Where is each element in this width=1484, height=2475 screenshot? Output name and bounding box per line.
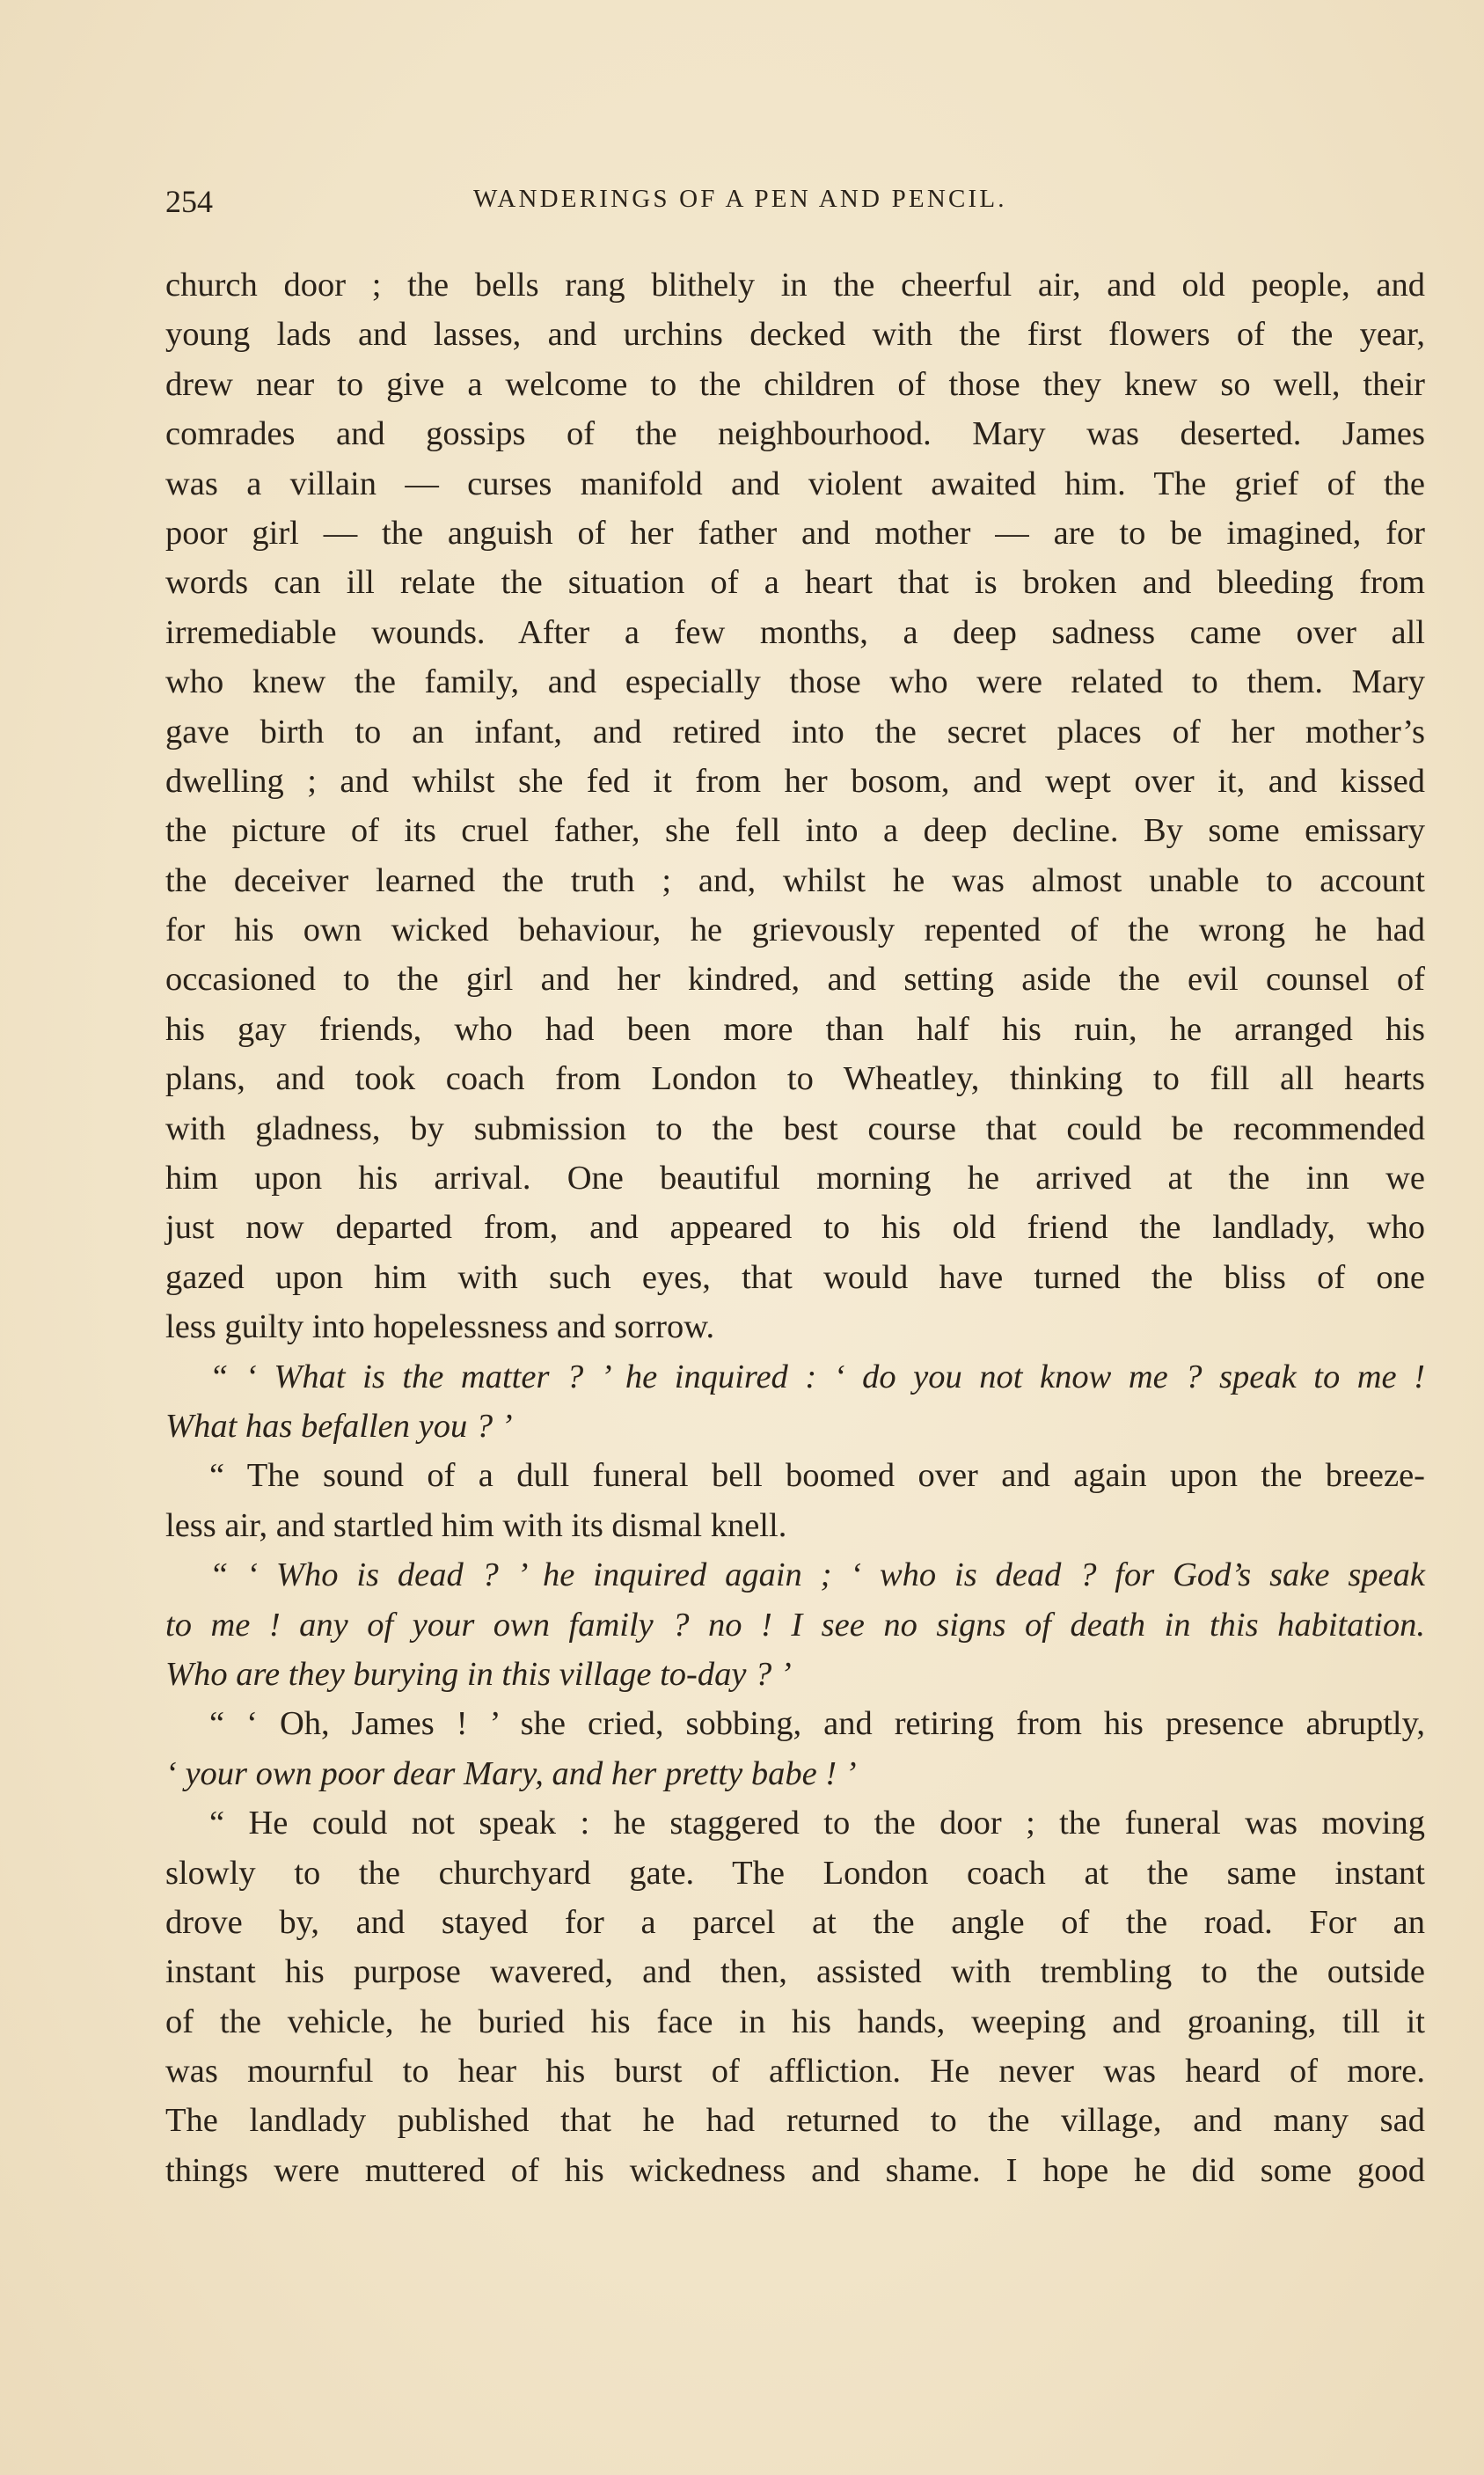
body-text [165,260,1425,2195]
text-line: less air, and startled him with its dismal knell. [165,1506,787,1544]
text-line: church door ; the bells rang blithely in the cheerful air, and old people, and [165,267,1425,304]
text-line: less guilty into hopelessness and sorrow. [165,1308,715,1346]
text-line: the picture of its cruel father, she fell into a deep decline. By some emissary [165,812,1425,850]
text-line: plans, and took coach from London to Wheatley, thinking to fill all hearts [165,1060,1425,1098]
text-line-italic-dialogue: to me ! any of your own family ? no ! I see no signs of death in this habitation. [165,1606,1425,1644]
page-number: 254 [165,184,213,219]
text-line: “ ‘ Oh, James ! ’ she cried, sobbing, and retiring from his presence abruptly, [209,1705,1425,1743]
text-line: The landlady published that he had returned to the village, and many sad [165,2102,1425,2140]
text-line: irremediable wounds. After a few months, a deep sadness came over all [165,613,1425,651]
page-header [165,183,1425,227]
text-line: young lads and lasses, and urchins decked with the first flowers of the year, [165,316,1425,354]
text-line-italic-dialogue: What has befallen you ? ’ [165,1407,513,1445]
text-line: gazed upon him with such eyes, that would have turned the bliss of one [165,1258,1425,1296]
text-line-italic-dialogue: ‘ your own poor dear Mary, and her pretty babe ! ’ [165,1754,857,1792]
text-line: drew near to give a welcome to the children of those they knew so well, their [165,365,1425,403]
text-line: “ He could not speak : he staggered to the door ; the funeral was moving [209,1805,1425,1842]
text-line: dwelling ; and whilst she fed it from her bosom, and wept over it, and kissed [165,762,1425,800]
running-head: WANDERINGS OF A PEN AND PENCIL. [473,185,1007,213]
text-line: comrades and gossips of the neighbourhood. Mary was deserted. James [165,415,1425,453]
text-line-italic-dialogue: “ ‘ Who is dead ? ’ he inquired again ; ‘ who is dead ? for God’s sake speak [209,1556,1425,1594]
text-line: gave birth to an infant, and retired into the secret places of her mother’s [165,713,1425,751]
text-line: the deceiver learned the truth ; and, whilst he was almost unable to account [165,861,1425,899]
text-line: was mournful to hear his burst of affliction. He never was heard of more. [165,2053,1425,2091]
text-line: words can ill relate the situation of a heart that is broken and bleeding from [165,564,1425,602]
text-line: poor girl — the anguish of her father and mother — are to be imagined, for [165,514,1425,552]
text-line-italic-dialogue: “ ‘ What is the matter ? ’ he inquired : ‘ do you not know me ? speak to me ! [209,1358,1425,1395]
text-line: of the vehicle, he buried his face in his hands, weeping and groaning, till it [165,2003,1425,2040]
text-line: just now departed from, and appeared to his old friend the landlady, who [165,1209,1425,1247]
text-line: things were muttered of his wickedness and shame. I hope he did some good [165,2151,1425,2189]
text-line: occasioned to the girl and her kindred, and setting aside the evil counsel of [165,961,1425,999]
text-line: instant his purpose wavered, and then, assisted with trembling to the outside [165,1953,1425,1991]
text-line: him upon his arrival. One beautiful morning he arrived at the inn we [165,1160,1425,1197]
text-line: “ The sound of a dull funeral bell boomed over and again upon the breeze- [209,1457,1425,1495]
text-line: was a villain — curses manifold and violent awaited him. The grief of the [165,465,1425,502]
text-line: who knew the family, and especially those who were related to them. Mary [165,663,1425,701]
text-line: for his own wicked behaviour, he grievously repented of the wrong he had [165,912,1425,949]
text-line: with gladness, by submission to the best course that could be recommended [165,1109,1425,1147]
text-line: slowly to the churchyard gate. The London coach at the same instant [165,1854,1425,1892]
text-line: his gay friends, who had been more than half his ruin, he arranged his [165,1010,1425,1048]
text-line-italic-dialogue: Who are they burying in this village to-day ? ’ [165,1655,792,1693]
text-line: drove by, and stayed for a parcel at the angle of the road. For an [165,1903,1425,1941]
